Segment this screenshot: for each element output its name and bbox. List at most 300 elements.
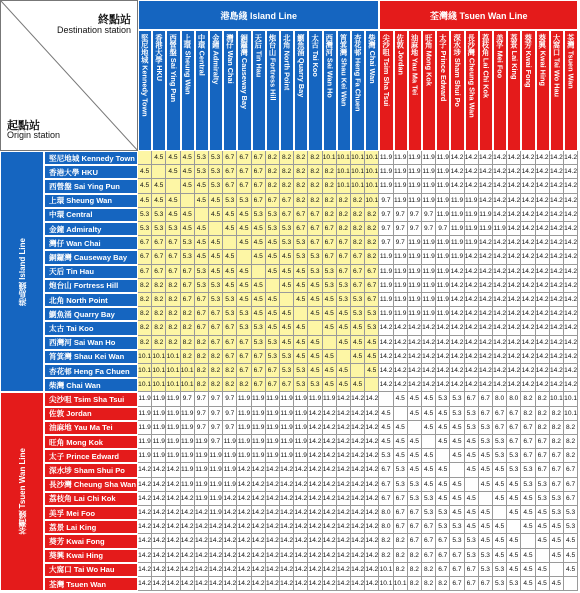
- fare-cell: 5.3: [266, 350, 280, 364]
- fare-cell: 14.2: [323, 506, 337, 520]
- fare-cell: 14.2: [450, 350, 464, 364]
- island-line-side-text: 港島綫 Island Line: [17, 237, 27, 306]
- fare-cell: 10.1: [152, 350, 166, 364]
- fare-cell: 14.2: [223, 520, 237, 534]
- fare-cell: 11.9: [166, 435, 180, 449]
- fare-cell: 14.2: [564, 236, 578, 250]
- fare-cell: 10.1: [564, 407, 578, 421]
- fare-cell: 11.9: [394, 165, 408, 179]
- fare-cell: 8.2: [209, 378, 223, 392]
- fare-cell: [465, 478, 479, 492]
- fare-cell: 8.2: [223, 364, 237, 378]
- fare-cell: 5.3: [422, 506, 436, 520]
- fare-cell: 10.1: [138, 378, 152, 392]
- fare-cell: 4.5: [351, 378, 365, 392]
- fare-cell: 9.7: [394, 222, 408, 236]
- fare-cell: 6.7: [308, 208, 322, 222]
- fare-cell: 14.2: [450, 293, 464, 307]
- fare-cell: 8.2: [138, 307, 152, 321]
- fare-cell: 8.2: [138, 321, 152, 335]
- fare-cell: 14.2: [166, 478, 180, 492]
- fare-cell: 6.7: [408, 520, 422, 534]
- fare-cell: 4.5: [408, 449, 422, 463]
- fare-cell: 14.2: [337, 549, 351, 563]
- fare-cell: 6.7: [223, 336, 237, 350]
- fare-cell: 14.2: [195, 549, 209, 563]
- fare-cell: 6.7: [266, 378, 280, 392]
- fare-cell: 10.1: [564, 392, 578, 406]
- fare-cell: 8.2: [337, 208, 351, 222]
- fare-cell: 11.9: [422, 307, 436, 321]
- fare-cell: 5.3: [308, 378, 322, 392]
- fare-cell: 6.7: [337, 236, 351, 250]
- column-header-station: [337, 30, 351, 151]
- fare-cell: 4.5: [507, 506, 521, 520]
- fare-cell: 11.9: [436, 236, 450, 250]
- fare-cell: 5.3: [323, 279, 337, 293]
- fare-cell: 6.7: [422, 520, 436, 534]
- column-header-label: 上環 Sheung Wan: [183, 34, 193, 95]
- fare-cell: 4.5: [280, 307, 294, 321]
- fare-cell: 14.2: [465, 279, 479, 293]
- fare-cell: 6.7: [507, 421, 521, 435]
- fare-cell: 4.5: [351, 350, 365, 364]
- fare-cell: 6.7: [394, 506, 408, 520]
- fare-cell: [351, 364, 365, 378]
- fare-cell: 8.2: [564, 421, 578, 435]
- fare-cell: 4.5: [294, 293, 308, 307]
- fare-cell: 11.9: [280, 435, 294, 449]
- fare-cell: 14.2: [223, 577, 237, 591]
- fare-cell: 14.2: [436, 364, 450, 378]
- fare-cell: 14.2: [308, 421, 322, 435]
- fare-cell: 4.5: [493, 492, 507, 506]
- fare-cell: 14.2: [507, 336, 521, 350]
- fare-cell: 8.2: [152, 293, 166, 307]
- fare-cell: 14.2: [479, 307, 493, 321]
- fare-cell: 8.2: [195, 350, 209, 364]
- fare-cell: 9.7: [379, 222, 393, 236]
- column-header-station: [550, 30, 564, 151]
- fare-cell: 8.2: [564, 449, 578, 463]
- fare-cell: 14.2: [521, 151, 535, 165]
- fare-cell: 9.7: [181, 392, 195, 406]
- fare-cell: 4.5: [450, 492, 464, 506]
- fare-cell: 14.2: [351, 421, 365, 435]
- fare-cell: 11.9: [138, 449, 152, 463]
- fare-cell: 4.5: [422, 463, 436, 477]
- fare-cell: 14.2: [152, 549, 166, 563]
- fare-cell: 9.7: [209, 407, 223, 421]
- fare-cell: 14.2: [323, 478, 337, 492]
- fare-cell: 14.2: [465, 321, 479, 335]
- column-header-station: [237, 30, 251, 151]
- fare-cell: 4.5: [323, 364, 337, 378]
- fare-cell: 4.5: [223, 222, 237, 236]
- fare-cell: 14.2: [493, 279, 507, 293]
- fare-cell: 14.2: [507, 364, 521, 378]
- fare-cell: 14.2: [166, 506, 180, 520]
- fare-cell: 5.3: [450, 392, 464, 406]
- fare-cell: 9.7: [223, 392, 237, 406]
- fare-cell: 14.2: [479, 364, 493, 378]
- fare-cell: [564, 577, 578, 591]
- fare-cell: 4.5: [266, 321, 280, 335]
- fare-cell: 14.2: [479, 165, 493, 179]
- fare-cell: 14.2: [252, 534, 266, 548]
- fare-cell: 14.2: [422, 321, 436, 335]
- fare-cell: 6.7: [465, 392, 479, 406]
- fare-cell: 14.2: [436, 350, 450, 364]
- fare-cell: 10.1: [379, 563, 393, 577]
- fare-cell: 5.3: [465, 407, 479, 421]
- fare-cell: 5.3: [209, 151, 223, 165]
- fare-cell: 14.2: [493, 307, 507, 321]
- fare-cell: 14.2: [479, 321, 493, 335]
- fare-cell: 8.2: [308, 194, 322, 208]
- fare-cell: 14.2: [564, 307, 578, 321]
- fare-cell: 14.2: [521, 250, 535, 264]
- fare-cell: 14.2: [223, 549, 237, 563]
- fare-cell: 14.2: [379, 378, 393, 392]
- fare-cell: 14.2: [351, 506, 365, 520]
- row-header-station: 旺角 Mong Kok: [44, 435, 138, 449]
- fare-cell: 14.2: [266, 506, 280, 520]
- fare-cell: 14.2: [521, 179, 535, 193]
- fare-cell: 4.5: [479, 478, 493, 492]
- fare-cell: 6.7: [223, 321, 237, 335]
- fare-cell: 5.3: [280, 222, 294, 236]
- fare-cell: 4.5: [550, 534, 564, 548]
- fare-cell: 14.2: [521, 279, 535, 293]
- fare-cell: 14.2: [365, 520, 379, 534]
- fare-cell: 10.1: [337, 179, 351, 193]
- fare-cell: 5.3: [550, 506, 564, 520]
- fare-cell: 4.5: [422, 421, 436, 435]
- fare-cell: 6.7: [436, 534, 450, 548]
- column-header-station: [394, 30, 408, 151]
- fare-cell: 14.2: [280, 577, 294, 591]
- column-header-station: [152, 30, 166, 151]
- fare-cell: 14.2: [493, 194, 507, 208]
- fare-cell: 14.2: [308, 407, 322, 421]
- fare-cell: 14.2: [280, 463, 294, 477]
- fare-cell: 5.3: [564, 506, 578, 520]
- fare-cell: 14.2: [308, 577, 322, 591]
- fare-cell: 14.2: [351, 520, 365, 534]
- fare-cell: 14.2: [521, 293, 535, 307]
- column-header-station: [266, 30, 280, 151]
- fare-cell: 14.2: [493, 378, 507, 392]
- fare-cell: 11.9: [379, 165, 393, 179]
- fare-cell: 4.5: [337, 307, 351, 321]
- row-header-station: 油麻地 Yau Ma Tei: [44, 421, 138, 435]
- fare-cell: 11.9: [223, 478, 237, 492]
- fare-cell: 14.2: [323, 563, 337, 577]
- fare-cell: 4.5: [152, 194, 166, 208]
- fare-cell: 14.2: [365, 534, 379, 548]
- fare-cell: 4.5: [450, 435, 464, 449]
- fare-cell: 14.2: [365, 549, 379, 563]
- fare-cell: 8.2: [195, 336, 209, 350]
- fare-cell: 14.2: [507, 194, 521, 208]
- fare-cell: 14.2: [323, 407, 337, 421]
- fare-cell: 11.9: [252, 407, 266, 421]
- fare-cell: 14.2: [479, 279, 493, 293]
- fare-cell: 8.2: [166, 293, 180, 307]
- fare-cell: 4.5: [294, 321, 308, 335]
- fare-cell: 8.2: [436, 577, 450, 591]
- fare-cell: 5.3: [450, 407, 464, 421]
- fare-cell: 8.2: [181, 321, 195, 335]
- fare-cell: 4.5: [266, 307, 280, 321]
- row-header-station: 荔景 Lai King: [44, 520, 138, 534]
- fare-cell: 5.3: [479, 421, 493, 435]
- fare-cell: 11.9: [422, 293, 436, 307]
- column-header-label: 銅鑼灣 Causeway Bay: [240, 34, 250, 110]
- fare-cell: 6.7: [379, 492, 393, 506]
- fare-cell: 14.2: [436, 321, 450, 335]
- fare-cell: 14.2: [152, 478, 166, 492]
- fare-cell: 14.2: [521, 165, 535, 179]
- fare-cell: 14.2: [564, 336, 578, 350]
- fare-cell: 9.7: [394, 236, 408, 250]
- fare-cell: 4.5: [337, 378, 351, 392]
- column-header-label: 葵芳 Kwai Fong: [524, 34, 534, 88]
- fare-cell: 6.7: [152, 250, 166, 264]
- fare-cell: 6.7: [166, 265, 180, 279]
- fare-cell: 5.3: [237, 194, 251, 208]
- fare-cell: 10.1: [351, 165, 365, 179]
- fare-cell: 14.2: [337, 520, 351, 534]
- fare-cell: 5.3: [507, 577, 521, 591]
- fare-cell: 11.9: [479, 222, 493, 236]
- fare-cell: 14.2: [521, 222, 535, 236]
- fare-cell: [479, 492, 493, 506]
- fare-cell: 4.5: [394, 421, 408, 435]
- fare-cell: 4.5: [323, 293, 337, 307]
- row-header-station: 深水埗 Sham Shui Po: [44, 463, 138, 477]
- column-header-station: [308, 30, 322, 151]
- fare-cell: 14.2: [252, 577, 266, 591]
- column-header-label: 北角 North Point: [282, 34, 292, 91]
- fare-cell: 4.5: [493, 463, 507, 477]
- fare-cell: 6.7: [323, 222, 337, 236]
- fare-cell: 8.2: [294, 179, 308, 193]
- fare-cell: 14.2: [365, 478, 379, 492]
- fare-cell: 8.2: [536, 392, 550, 406]
- fare-cell: 5.3: [465, 534, 479, 548]
- fare-cell: 4.5: [337, 321, 351, 335]
- fare-cell: 8.2: [365, 222, 379, 236]
- fare-cell: 14.2: [294, 463, 308, 477]
- fare-cell: 14.2: [493, 165, 507, 179]
- column-header-label: 杏花邨 Heng Fa Chuen: [353, 34, 363, 112]
- fare-cell: 14.2: [223, 534, 237, 548]
- fare-cell: 4.5: [536, 520, 550, 534]
- fare-cell: 14.2: [138, 563, 152, 577]
- fare-cell: 9.7: [379, 208, 393, 222]
- fare-cell: 4.5: [422, 449, 436, 463]
- fare-cell: 5.3: [436, 506, 450, 520]
- fare-cell: 5.3: [266, 222, 280, 236]
- fare-cell: 11.9: [379, 265, 393, 279]
- fare-cell: 11.9: [209, 478, 223, 492]
- fare-cell: 6.7: [237, 179, 251, 193]
- fare-cell: 6.7: [521, 435, 535, 449]
- fare-cell: 14.2: [564, 165, 578, 179]
- fare-cell: 8.2: [152, 307, 166, 321]
- fare-cell: 11.9: [152, 435, 166, 449]
- fare-cell: 6.7: [351, 250, 365, 264]
- fare-cell: 8.2: [379, 534, 393, 548]
- fare-cell: 14.2: [152, 563, 166, 577]
- fare-cell: 4.5: [195, 179, 209, 193]
- fare-cell: 10.1: [138, 350, 152, 364]
- fare-cell: 11.9: [266, 435, 280, 449]
- column-header-label: 油麻地 Yau Ma Tei: [410, 34, 420, 96]
- fare-cell: 4.5: [351, 321, 365, 335]
- fare-cell: 8.2: [351, 208, 365, 222]
- fare-cell: 11.9: [422, 194, 436, 208]
- fare-cell: 14.2: [536, 350, 550, 364]
- fare-cell: 14.2: [138, 478, 152, 492]
- fare-cell: 4.5: [394, 435, 408, 449]
- column-header-station: [223, 30, 237, 151]
- fare-cell: 6.7: [337, 265, 351, 279]
- fare-cell: 11.9: [394, 250, 408, 264]
- fare-cell: 5.3: [308, 250, 322, 264]
- fare-cell: 9.7: [195, 421, 209, 435]
- fare-cell: 6.7: [450, 577, 464, 591]
- fare-cell: 14.2: [450, 165, 464, 179]
- fare-cell: 4.5: [521, 563, 535, 577]
- fare-cell: 14.2: [351, 534, 365, 548]
- tsuen-wan-line-banner: 荃灣綫 Tsuen Wan Line: [379, 0, 578, 30]
- fare-cell: 11.9: [436, 265, 450, 279]
- fare-cell: 14.2: [323, 449, 337, 463]
- fare-cell: 6.7: [209, 307, 223, 321]
- fare-cell: 11.9: [436, 151, 450, 165]
- fare-cell: [365, 378, 379, 392]
- row-header-station: 葵興 Kwai Hing: [44, 549, 138, 563]
- fare-cell: 6.7: [550, 449, 564, 463]
- fare-cell: 5.3: [237, 307, 251, 321]
- fare-cell: 14.2: [166, 549, 180, 563]
- column-header-station: [493, 30, 507, 151]
- fare-cell: 14.2: [351, 463, 365, 477]
- fare-cell: 14.2: [181, 506, 195, 520]
- fare-cell: 4.5: [209, 265, 223, 279]
- fare-cell: 6.7: [195, 321, 209, 335]
- fare-cell: 14.2: [351, 449, 365, 463]
- fare-cell: 4.5: [266, 250, 280, 264]
- fare-cell: 4.5: [436, 492, 450, 506]
- column-header-label: 荔景 Lai King: [509, 34, 519, 80]
- fare-cell: 14.2: [408, 350, 422, 364]
- row-header-station: 灣仔 Wan Chai: [44, 236, 138, 250]
- fare-cell: 11.9: [294, 449, 308, 463]
- fare-cell: 8.2: [337, 222, 351, 236]
- fare-cell: 6.7: [550, 478, 564, 492]
- fare-cell: 14.2: [465, 293, 479, 307]
- fare-cell: 14.2: [408, 364, 422, 378]
- fare-cell: [280, 293, 294, 307]
- fare-cell: 4.5: [536, 563, 550, 577]
- fare-cell: 11.9: [450, 194, 464, 208]
- row-header-station: 西營盤 Sai Ying Pun: [44, 179, 138, 193]
- fare-cell: 4.5: [252, 250, 266, 264]
- fare-cell: 14.2: [536, 378, 550, 392]
- fare-cell: 14.2: [521, 307, 535, 321]
- fare-cell: 14.2: [223, 492, 237, 506]
- fare-cell: 14.2: [365, 463, 379, 477]
- fare-cell: 14.2: [237, 534, 251, 548]
- fare-cell: 4.5: [436, 463, 450, 477]
- fare-cell: 14.2: [536, 194, 550, 208]
- fare-cell: 10.1: [337, 151, 351, 165]
- fare-cell: 8.2: [422, 577, 436, 591]
- row-header-station: 荃灣 Tsuen Wan: [44, 577, 138, 591]
- fare-cell: 14.2: [294, 534, 308, 548]
- fare-cell: 6.7: [379, 478, 393, 492]
- tsuen-wan-line-side-text: 荃灣綫 Tsuen Wan Line: [17, 448, 27, 536]
- fare-cell: 14.2: [365, 563, 379, 577]
- fare-cell: 11.9: [223, 435, 237, 449]
- fare-cell: 11.9: [237, 421, 251, 435]
- fare-cell: 4.5: [450, 449, 464, 463]
- fare-cell: [323, 336, 337, 350]
- fare-cell: 4.5: [181, 151, 195, 165]
- fare-cell: 14.2: [223, 563, 237, 577]
- destination-label-zh: 終點站: [98, 14, 131, 26]
- fare-cell: 5.3: [195, 165, 209, 179]
- fare-cell: [266, 279, 280, 293]
- fare-cell: 8.2: [195, 364, 209, 378]
- fare-cell: 4.5: [465, 463, 479, 477]
- fare-cell: 6.7: [365, 265, 379, 279]
- fare-cell: 14.2: [536, 364, 550, 378]
- fare-cell: [138, 151, 152, 165]
- fare-cell: 14.2: [521, 378, 535, 392]
- fare-cell: 6.7: [351, 265, 365, 279]
- fare-cell: 4.5: [280, 336, 294, 350]
- fare-cell: 14.2: [493, 250, 507, 264]
- fare-cell: 6.7: [536, 449, 550, 463]
- column-header-station: [209, 30, 223, 151]
- column-header-station: [479, 30, 493, 151]
- fare-cell: 14.2: [536, 236, 550, 250]
- fare-cell: 14.2: [323, 549, 337, 563]
- column-header-station: [436, 30, 450, 151]
- fare-cell: 9.7: [408, 222, 422, 236]
- column-header-station: [323, 30, 337, 151]
- fare-cell: 11.9: [436, 194, 450, 208]
- fare-cell: 11.9: [408, 151, 422, 165]
- fare-cell: 14.2: [564, 350, 578, 364]
- fare-cell: 14.2: [564, 279, 578, 293]
- fare-cell: 8.2: [237, 378, 251, 392]
- fare-cell: 14.2: [479, 265, 493, 279]
- fare-cell: 11.9: [323, 392, 337, 406]
- fare-cell: 14.2: [493, 265, 507, 279]
- fare-cell: 5.3: [379, 449, 393, 463]
- fare-cell: 14.2: [507, 151, 521, 165]
- fare-cell: 11.9: [408, 179, 422, 193]
- fare-cell: 10.1: [351, 179, 365, 193]
- fare-cell: 4.5: [181, 222, 195, 236]
- fare-cell: 6.7: [308, 236, 322, 250]
